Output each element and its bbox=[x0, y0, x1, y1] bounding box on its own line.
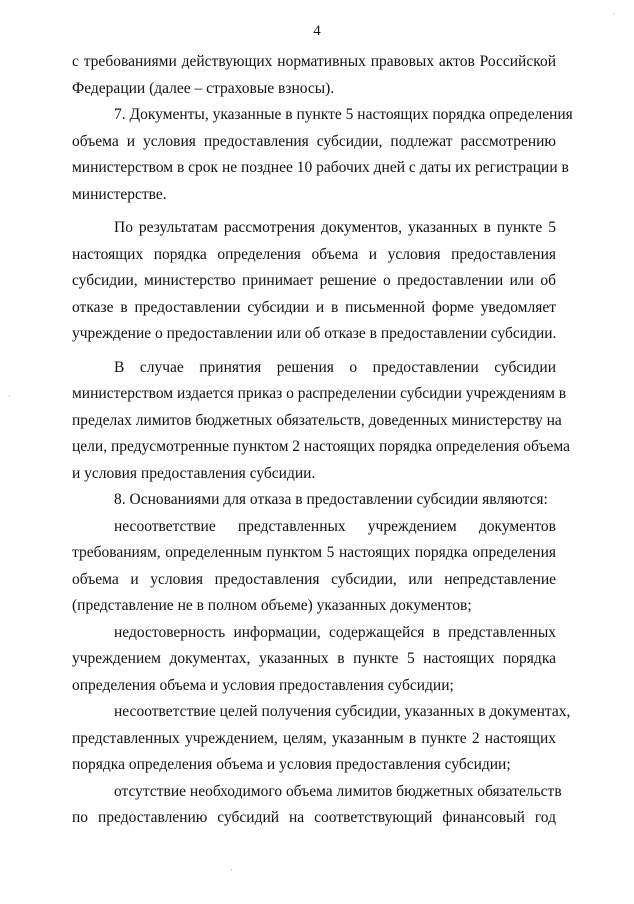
text-line: министерстве. bbox=[72, 185, 167, 203]
text-line: определения объема и условия предоставления субсидии; bbox=[72, 676, 454, 694]
text-line: отказе в предоставлении субсидии и в письменной форме уведомляет bbox=[72, 298, 556, 316]
text-line: несоответствие представленных учреждением документов bbox=[114, 517, 556, 535]
text-line: пределах лимитов бюджетных обязательств, доведенных министерству на bbox=[72, 411, 562, 429]
text-line: цели, предусмотренные пунктом 2 настоящих порядка определения объема bbox=[72, 438, 570, 455]
text-line: министерством в срок не позднее 10 рабочих дней с даты их регистрации в bbox=[72, 159, 569, 176]
scan-speck: · bbox=[8, 392, 11, 401]
paragraph-7 bbox=[72, 623, 556, 703]
text-line: учреждением документах, указанных в пункте 5 настоящих порядка bbox=[72, 650, 556, 667]
paragraph-spacer bbox=[72, 211, 556, 218]
paragraph-3 bbox=[72, 218, 556, 351]
text-line: учреждение о предоставлении или об отказе в предоставлении субсидии. bbox=[72, 325, 557, 342]
paragraph-1 bbox=[72, 52, 556, 105]
text-line: настоящих порядка определения объема и условия предоставления bbox=[72, 245, 556, 263]
page-number: 4 bbox=[313, 23, 321, 39]
text-line: порядка определения объема и условия предоставления субсидии; bbox=[72, 756, 511, 773]
text-line: представленных учреждением, целям, указанным в пункте 2 настоящих bbox=[72, 729, 556, 747]
text-line: 8. Основаниями для отказа в предоставлении субсидии являются: bbox=[114, 491, 548, 508]
text-line: министерством издается приказ о распределении субсидии учреждениям в bbox=[72, 385, 567, 402]
paragraph-5 bbox=[72, 490, 556, 517]
text-line: объема и условия предоставления субсидии, подлежат рассмотрению bbox=[72, 132, 556, 150]
paragraph-9 bbox=[72, 782, 562, 835]
paragraph-2 bbox=[72, 105, 573, 211]
text-line: по предоставлению субсидий на соответствующий финансовый год bbox=[72, 809, 556, 826]
text-line: (представление не в полном объеме) указанных документов; bbox=[72, 597, 472, 614]
text-line: Федерации (далее – страховые взносы). bbox=[72, 79, 335, 97]
text-line: и условия предоставления субсидии. bbox=[72, 464, 316, 482]
paragraph-4 bbox=[72, 358, 570, 491]
text-line: 7. Документы, указанные в пункте 5 настоящих порядка определения bbox=[114, 106, 573, 123]
text-line: объема и условия предоставления субсидии, или непредставление bbox=[72, 570, 556, 588]
paragraph-6 bbox=[72, 517, 556, 623]
scan-speck: · bbox=[230, 866, 233, 875]
text-line: с требованиями действующих нормативных правовых актов Российской bbox=[72, 53, 556, 70]
text-line: недостоверность информации, содержащейся в представленных bbox=[114, 623, 556, 641]
scan-speck: · bbox=[612, 10, 615, 19]
text-line: несоответствие целей получения субсидии, указанных в документах, bbox=[114, 703, 571, 720]
text-line: В случае принятия решения о предоставлении субсидии bbox=[114, 358, 556, 376]
text-line: По результатам рассмотрения документов, указанных в пункте 5 bbox=[114, 219, 556, 236]
paragraph-spacer bbox=[72, 351, 556, 358]
text-line: требованиям, определенным пунктом 5 настоящих порядка определения bbox=[72, 544, 556, 561]
text-line: субсидии, министерство принимает решение о предоставлении или об bbox=[72, 272, 556, 289]
document-body bbox=[72, 52, 573, 835]
paragraph-8 bbox=[72, 702, 571, 782]
text-line: отсутствие необходимого объема лимитов бюджетных обязательств bbox=[114, 782, 562, 800]
